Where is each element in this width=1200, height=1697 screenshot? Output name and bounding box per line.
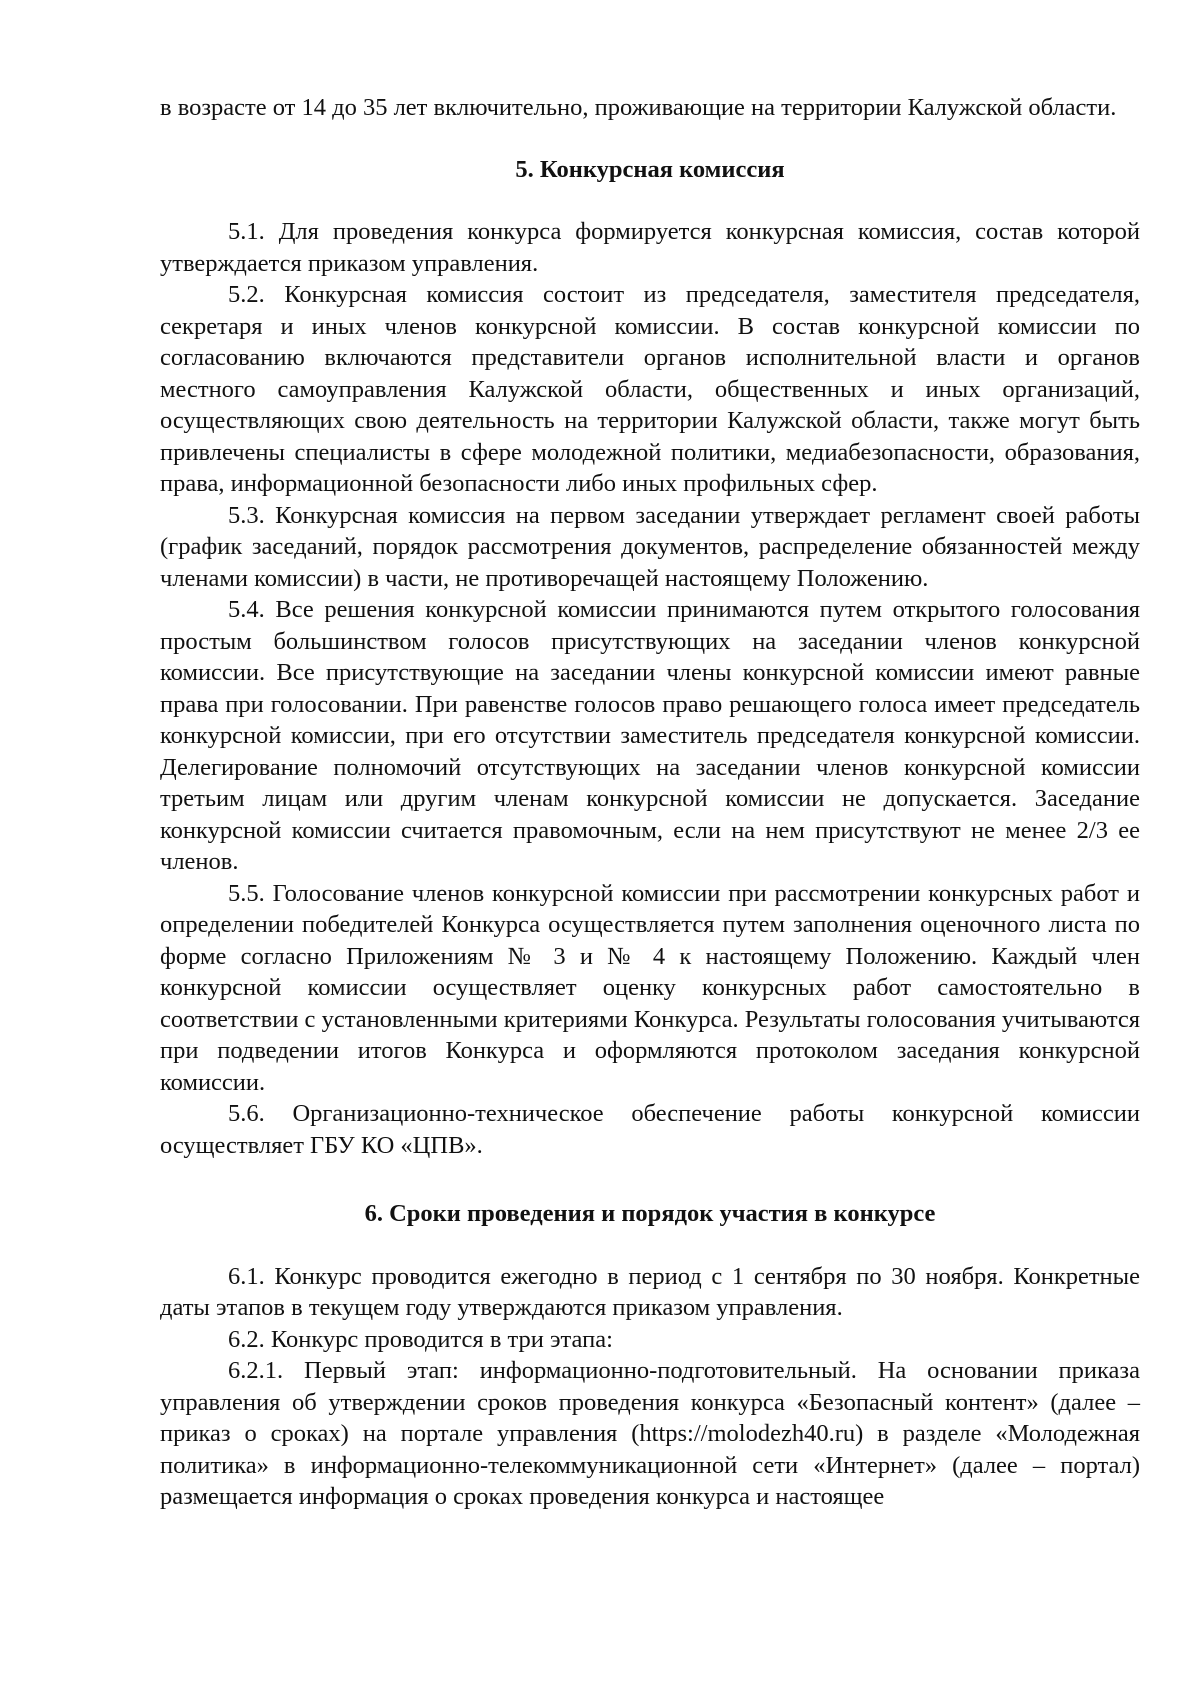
paragraph-5-3: 5.3. Конкурсная комиссия на первом заседании утверждает регламент своей работы (график заседаний, порядок рассмотрения документов, распределение обязанностей между членами комиссии) в части, не противоречащей настоящему Положению.	[160, 501, 1140, 592]
paragraph-6-2-1: 6.2.1. Первый этап: информационно-подготовительный. На основании приказа управления об утверждении сроков проведения конкурса «Безопасный контент» (далее – приказ о сроках) на портале управления (https://molodezh40.ru) в разделе «Молодежная политика» в информационно-телекоммуникационной сети «Интернет» (далее – портал) размещается информация о сроках проведения конкурса и настоящее	[160, 1357, 1140, 1510]
paragraph-5-6: 5.6. Организационно-техническое обеспечение работы конкурсной комиссии осуществляет ГБУ КО «ЦПВ».	[160, 1100, 1140, 1159]
paragraph-5-5: 5.5. Голосование членов конкурсной комиссии при рассмотрении конкурсных работ и определении победителей Конкурса осуществляется путем заполнения оценочного листа по форме согласно Приложениям № 3 и № 4 к настоящему Положению. Каждый член конкурсной комиссии осуществляет оценку конкурсных работ самостоятельно в соответствии с установленными критериями Конкурса. Результаты голосования учитываются при подведении итогов Конкурса и оформляются протоколом заседания конкурсной комиссии.	[160, 879, 1140, 1096]
paragraph-6-2: 6.2. Конкурс проводится в три этапа:	[228, 1325, 613, 1353]
intro-text: в возрасте от 14 до 35 лет включительно, проживающие на территории Калужской области.	[160, 94, 1117, 121]
paragraph-5-1: 5.1. Для проведения конкурса формируется конкурсная комиссия, состав которой утверждается приказом управления.	[160, 218, 1140, 277]
document-page	[160, 92, 1140, 1513]
paragraph-5-2: 5.2. Конкурсная комиссия состоит из председателя, заместителя председателя, секретаря и иных членов конкурсной комиссии. В состав конкурсной комиссии по согласованию включаются представители органов исполнительной власти и органов местного самоуправления Калужской области, общественных и иных организаций, осуществляющих свою деятельность на территории Калужской области, также могут быть привлечены специалисты в сфере молодежной политики, медиабезопасности, образования, права, информационной безопасности либо иных профильных сфер.	[160, 281, 1140, 497]
paragraph-6-1: 6.1. Конкурс проводится ежегодно в период с 1 сентября по 30 ноября. Конкретные даты этапов в текущем году утверждаются приказом управления.	[160, 1262, 1140, 1321]
section-5-heading: 5. Конкурсная комиссия	[515, 155, 785, 183]
paragraph-5-4: 5.4. Все решения конкурсной комиссии принимаются путем открытого голосования простым большинством голосов присутствующих на заседании членов конкурсной комиссии. Все присутствующие на заседании члены конкурсной комиссии имеют равные права при голосовании. При равенстве голосов право решающего голоса имеет председатель конкурсной комиссии, при его отсутствии заместитель председателя конкурсной комиссии. Делегирование полномочий отсутствующих на заседании членов конкурсной комиссии третьим лицам или другим членам конкурсной комиссии не допускается. Заседание конкурсной комиссии считается правомочным, если на нем присутствуют не менее 2/3 ее членов.	[160, 596, 1140, 875]
section-6-heading: 6. Сроки проведения и порядок участия в конкурсе	[364, 1200, 936, 1227]
